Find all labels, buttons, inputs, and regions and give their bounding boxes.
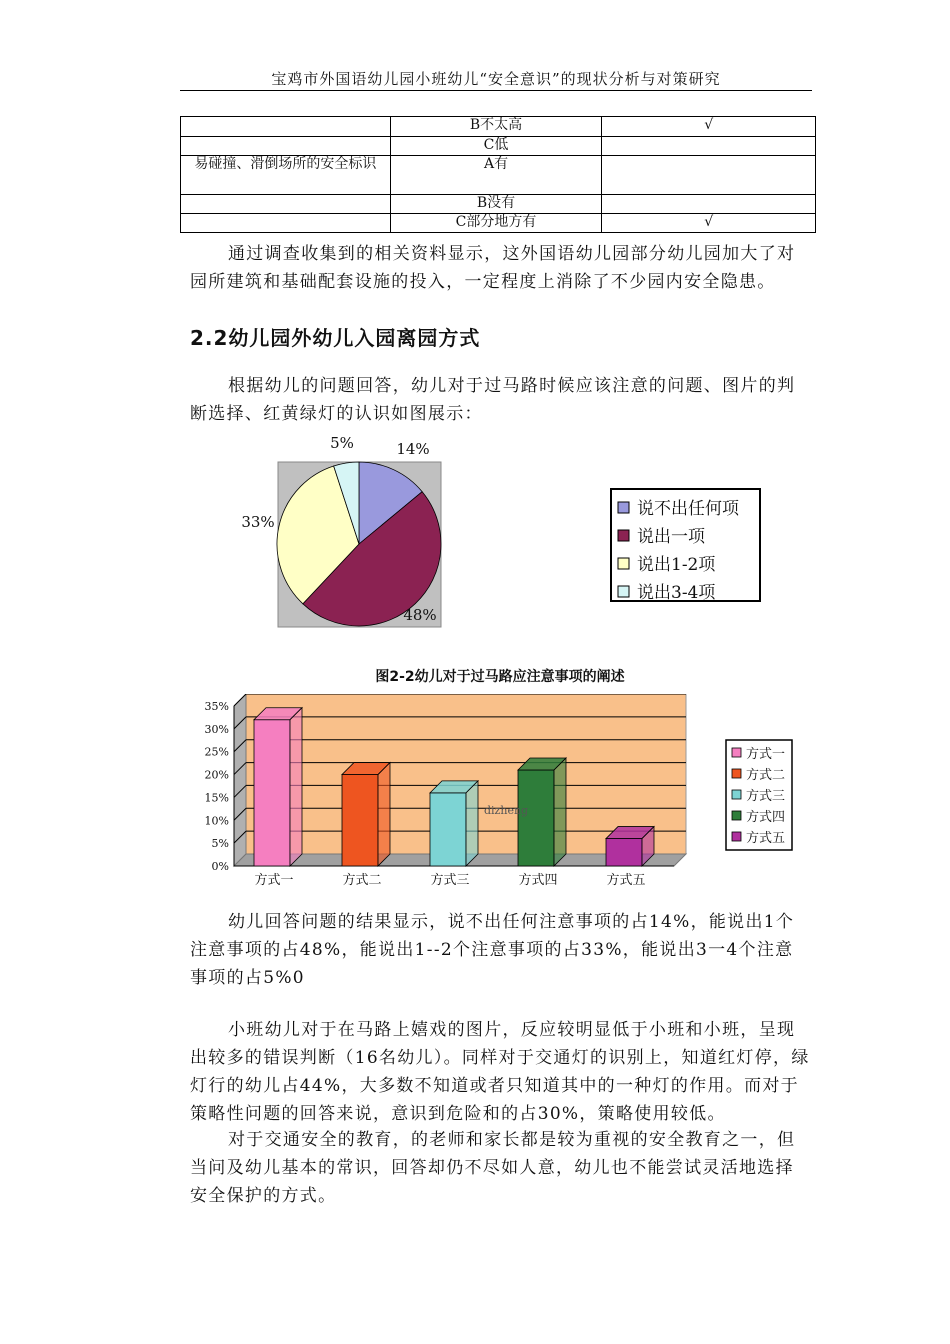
y-tick-label: 25% <box>204 745 229 759</box>
table-cell <box>602 195 816 214</box>
table-row <box>181 214 816 233</box>
y-tick-label: 30% <box>204 722 229 736</box>
bar-legend-label: 方式三 <box>746 789 786 804</box>
table-cell: √ <box>602 117 816 137</box>
y-tick-label: 15% <box>204 791 229 805</box>
bar <box>606 839 642 866</box>
pie-legend-label: 说出1-2项 <box>637 555 716 575</box>
pie-legend-swatch <box>618 586 629 597</box>
x-tick-label: 方式二 <box>342 873 382 888</box>
running-header: 宝鸡市外国语幼儿园小班幼儿“安全意识”的现状分析与对策研究 <box>271 70 721 88</box>
y-tick-label: 35% <box>204 700 229 713</box>
y-tick-label: 10% <box>204 814 229 828</box>
pie-chart <box>230 432 770 637</box>
table-cell: C部分地方有 <box>390 214 602 233</box>
table-cell: C低 <box>390 137 602 156</box>
figure-caption: 图2-2幼儿对于过马路应注意事项的阐述 <box>375 669 625 685</box>
table-cell <box>181 195 391 214</box>
bar <box>518 770 554 866</box>
table-row <box>181 195 816 214</box>
bar-legend-label: 方式一 <box>746 747 786 762</box>
bar-legend-swatch <box>732 769 741 778</box>
pie-legend-label: 说出3-4项 <box>637 583 716 603</box>
bar <box>342 775 378 866</box>
bar-side-wall <box>234 694 246 866</box>
pie-legend-swatch <box>618 530 629 541</box>
table-cell: 易碰撞、滑倒场所的安全标识 <box>181 156 391 195</box>
paragraph: 小班幼儿对于在马路上嬉戏的图片，反应较明显低于小班和小班，呈现出较多的错误判断（16名幼儿）。同样对于交通灯的识别上，知道红灯停，绿灯行的幼儿占44%，大多数不知道或者只知道其中的一种灯的作用。而对于策略性问题的回答来说，意识到危险和的占30%，策略使用较低。 <box>190 1020 810 1124</box>
bar-legend-label: 方式五 <box>746 831 786 846</box>
table-cell <box>181 137 391 156</box>
table-cell: B不太高 <box>390 117 602 137</box>
pie-data-label: 14% <box>396 440 430 458</box>
pie-legend-swatch <box>618 502 629 513</box>
x-tick-label: 方式三 <box>430 873 470 888</box>
bar-legend-label: 方式四 <box>746 810 786 825</box>
bar-side <box>378 763 390 866</box>
table-row <box>181 117 816 137</box>
table-row <box>181 137 816 156</box>
header-rule <box>180 90 812 91</box>
survey-table <box>180 116 816 233</box>
bar-side <box>466 781 478 866</box>
y-tick-label: 0% <box>211 860 229 873</box>
pie-data-label: 33% <box>241 513 275 531</box>
pie-legend <box>611 489 760 603</box>
bar <box>430 793 466 866</box>
bar-legend-swatch <box>732 832 741 841</box>
bar <box>254 720 290 866</box>
paragraph: 根据幼儿的问题回答，幼儿对于过马路时候应该注意的问题、图片的判断选择、红黄绿灯的认识如图展示： <box>190 376 796 424</box>
bar-side <box>554 758 566 866</box>
section-heading: 2.2幼儿园外幼儿入园离园方式 <box>190 326 481 350</box>
y-tick-label: 5% <box>211 837 229 851</box>
bar-legend-swatch <box>732 790 741 799</box>
pie-legend-swatch <box>618 558 629 569</box>
table-cell <box>181 117 391 137</box>
table-cell: B没有 <box>390 195 602 214</box>
table-cell: √ <box>602 214 816 233</box>
table-cell <box>181 214 391 233</box>
bar-chart <box>196 694 800 894</box>
pie-data-label: 48% <box>403 606 437 624</box>
bar-legend-label: 方式二 <box>746 768 786 783</box>
x-tick-label: 方式四 <box>518 873 558 888</box>
x-tick-label: 方式五 <box>606 873 646 888</box>
bar-side <box>290 708 302 866</box>
y-tick-label: 20% <box>204 768 229 782</box>
pie-data-label: 5% <box>330 434 354 452</box>
bar-legend-swatch <box>732 748 741 757</box>
bar-legend-swatch <box>732 811 741 820</box>
table-row <box>181 156 816 195</box>
table-cell <box>602 137 816 156</box>
table-cell <box>602 156 816 195</box>
bar-legend <box>726 740 792 850</box>
paragraph: 通过调查收集到的相关资料显示，这外国语幼儿园部分幼儿园加大了对园所建筑和基础配套设施的投入，一定程度上消除了不少园内安全隐患。 <box>190 244 796 292</box>
x-tick-label: 方式一 <box>254 873 294 888</box>
pie-legend-label: 说不出任何项 <box>637 499 739 519</box>
paragraph: 对于交通安全的教育，的老师和家长都是较为重视的安全教育之一，但当问及幼儿基本的常识，回答却仍不尽如人意，幼儿也不能尝试灵活地选择安全保护的方式。 <box>190 1130 796 1206</box>
pie-legend-label: 说出一项 <box>637 527 705 547</box>
table-cell: A有 <box>390 156 602 195</box>
paragraph: 幼儿回答问题的结果显示，说不出任何注意事项的占14%，能说出1个注意事项的占48%，能说出1--2个注意事项的占33%，能说出3一4个注意事项的占5%0 <box>190 912 795 988</box>
watermark-text: dizheng <box>484 804 529 817</box>
